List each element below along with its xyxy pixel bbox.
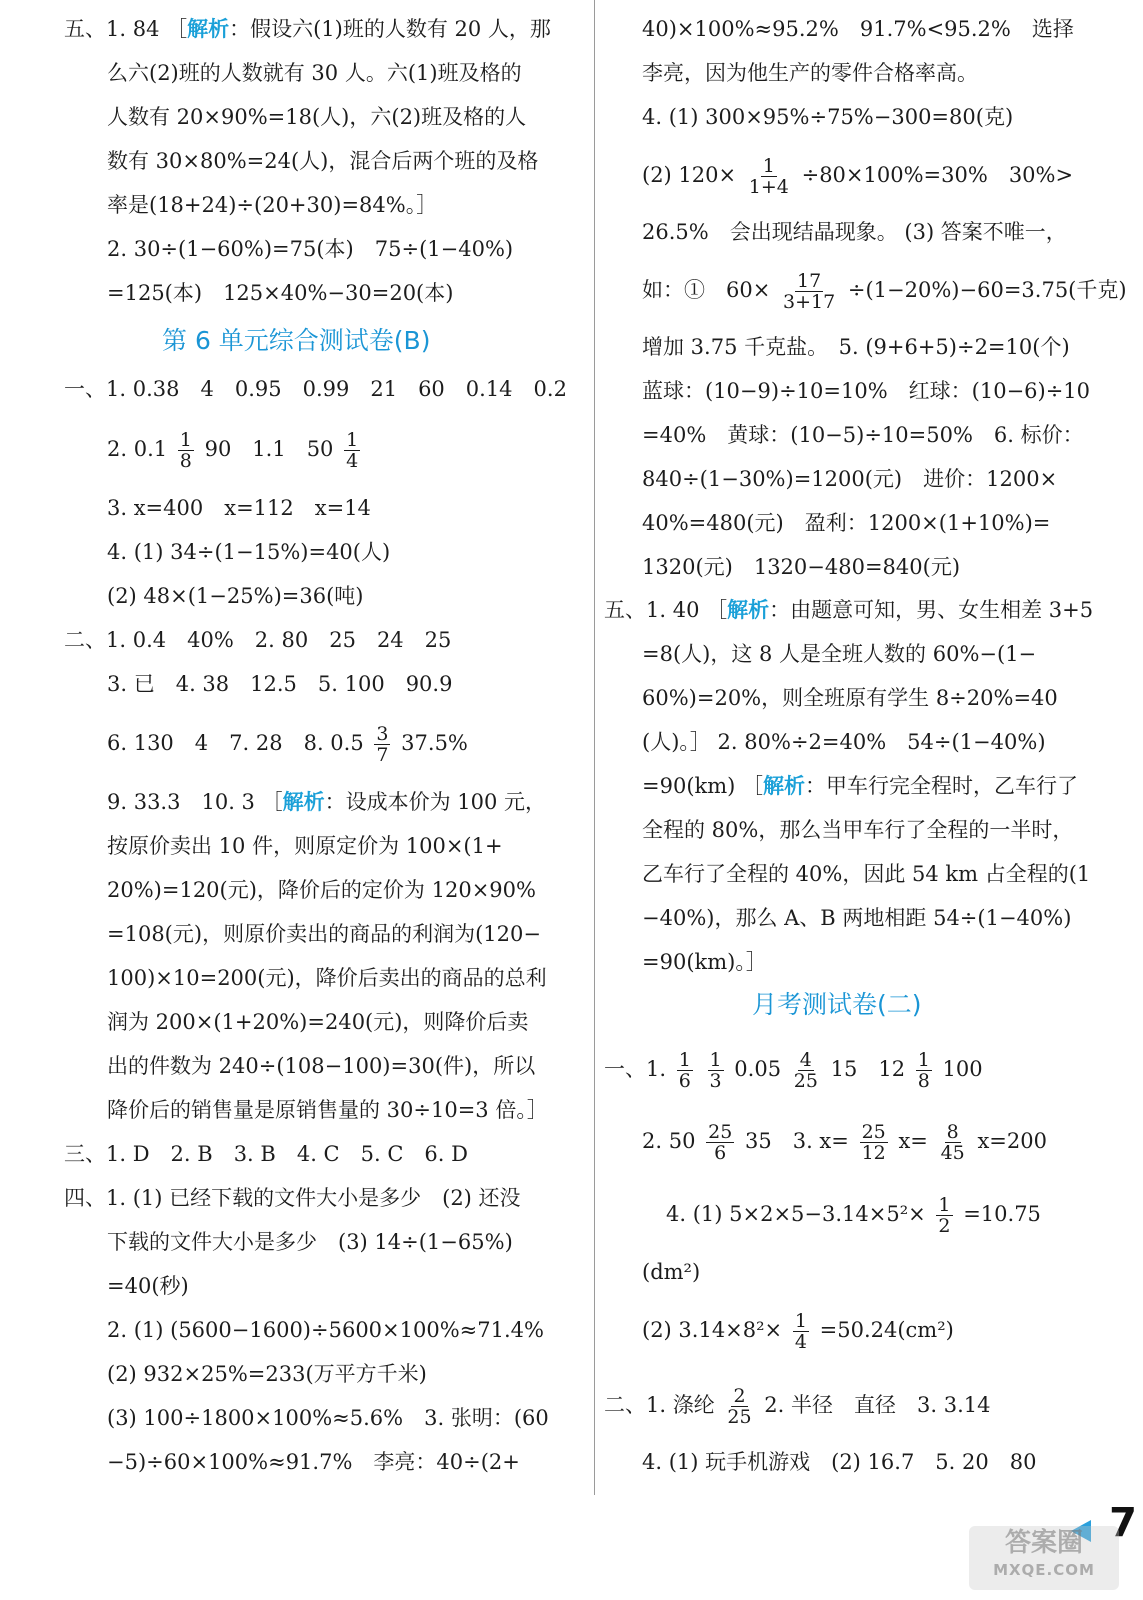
fraction: $\frac{4}{25}$ [793,1049,818,1092]
text-line: 4. (1) 5×2×5−3.14×5²× $\frac{1}{2}$ =10.75 [666,1194,1041,1237]
text-line: (3) 100÷1800×100%≈5.6% 3. 张明：(60 [107,1406,549,1430]
text-line: 李亮，因为他生产的零件合格率高。 [642,61,978,85]
text-line: 一、1. 0.38 4 0.95 0.99 21 60 0.14 0.2 [64,377,567,401]
text-line: 增加 3.75 千克盐。 5. (9+6+5)÷2=10(个) [642,335,1070,359]
text-line: 6. 130 4 7. 28 8. 0.5 $\frac{3}{7}$ 37.5% [107,723,468,766]
text-line: 五、1. 84 ［解析：假设六(1)班的人数有 20 人，那 [64,16,551,41]
section-heading: 月考测试卷(二) [752,990,922,1019]
fraction: $\frac{1}{1+4}$ [748,155,789,198]
text-line: 3. 已 4. 38 12.5 5. 100 90.9 [107,672,453,696]
text-line: 乙车行了全程的 40%，因此 54 km 占全程的(1 [642,862,1091,886]
text-line: 4. (1) 玩手机游戏 (2) 16.7 5. 20 80 [642,1450,1037,1474]
text-line: 100)×10=200(元)，降价后卖出的商品的总利 [107,966,547,990]
section-heading: 第 6 单元综合测试卷(B) [162,326,431,355]
fraction: $\frac{1}{4}$ [346,429,359,472]
text-line: 蓝球：(10−9)÷10=10% 红球：(10−6)÷10 [642,379,1091,403]
fraction: $\frac{3}{7}$ [376,723,389,766]
text-line: 2. 30÷(1−60%)=75(本) 75÷(1−40%) [107,237,514,261]
column-divider [594,0,595,1495]
text-line: 2. 0.1 $\frac{1}{8}$ 90 1.1 50 $\frac{1}{4}$ [107,429,359,472]
text-line: =8(人)，这 8 人是全班人数的 60%−(1− [642,642,1037,666]
text-line: 全程的 80%，那么当甲车行了全程的一半时， [642,818,1074,842]
text-line: 二、1. 0.4 40% 2. 80 25 24 25 [64,628,452,652]
text-line: =125(本) 125×40%−30=20(本) [107,281,454,305]
text-line: =40% 黄球：(10−5)÷10=50% 6. 标价： [642,423,1084,447]
text-line: 一、1. $\frac{1}{6}$ $\frac{1}{3}$ 0.05 $\frac{4}{25}$ 15 12 $\frac{1}{8}$ 100 [604,1049,983,1092]
text-line: 840÷(1−30%)=1200(元) 进价：1200× [642,467,1058,491]
text-line: 四、1. (1) 已经下载的文件大小是多少 (2) 还没 [64,1186,521,1210]
text-line: =90(km)。］ [642,950,767,974]
text-line: (2) 48×(1−25%)=36(吨) [107,584,364,608]
fraction: $\frac{1}{3}$ [709,1049,722,1092]
text-line: 么六(2)班的人数就有 30 人。六(1)班及格的 [107,61,522,85]
text-line: 3. x=400 x=112 x=14 [107,496,371,520]
text-line: 2. 50 $\frac{25}{6}$ 35 3. x= $\frac{25}{12}$ x= $\frac{8}{45}$ x=200 [642,1121,1047,1164]
text-line: −40%)，那么 A、B 两地相距 54÷(1−40%) [642,906,1072,930]
watermark-title: 答案圈 [1004,1528,1083,1558]
fraction: $\frac{25}{6}$ [708,1121,733,1164]
text-line: 1320(元) 1320−480=840(元) [642,555,961,579]
text-line: 数有 30×80%=24(人)，混合后两个班的及格 [107,149,539,173]
text-line: =90(km) ［解析：甲车行完全程时，乙车行了 [642,773,1079,798]
text-line: (2) 932×25%=233(万平方千米) [107,1362,427,1386]
fraction: $\frac{8}{45}$ [940,1121,965,1164]
text-line: 如：① 60× $\frac{17}{3+17}$ ÷(1−20%)−60=3.75(千克) [642,270,1127,313]
text-line: 三、1. D 2. B 3. B 4. C 5. C 6. D [64,1142,468,1166]
text-line: 润为 200×(1+20%)=240(元)，则降价后卖 [107,1010,529,1034]
text-line: (dm²) [642,1260,701,1284]
text-line: 9. 33.3 10. 3 ［解析：设成本价为 100 元， [107,789,547,814]
text-line: 按原价卖出 10 件，则原定价为 100×(1+ [107,834,503,858]
text-line: =40(秒) [107,1274,189,1298]
text-line: 下载的文件大小是多少 (3) 14÷(1−65%) [107,1230,513,1254]
text-line: −5)÷60×100%≈91.7% 李亮：40÷(2+ [107,1450,520,1474]
text-line: 40%=480(元) 盈利：1200×(1+10%)= [642,511,1051,535]
page-number: 7 [1109,1500,1137,1546]
text-line: 出的件数为 240÷(108−100)=30(件)，所以 [107,1054,536,1078]
text-line: 降价后的销售量是原销售量的 30÷10=3 倍。］ [107,1098,548,1122]
text-line: 26.5% 会出现结晶现象。 (3) 答案不唯一， [642,220,1067,244]
text-line: =108(元)，则原价卖出的商品的利润为(120− [107,922,541,946]
text-line: 二、1. 涤纶 $\frac{2}{25}$ 2. 半径 直径 3. 3.14 [604,1385,991,1428]
fraction: $\frac{1}{8}$ [179,429,192,472]
text-line: (2) 3.14×8²× $\frac{1}{4}$ =50.24(cm²) [642,1310,954,1353]
text-line: 60%)=20%，则全班原有学生 8÷20%=40 [642,686,1058,710]
text-line: 20%)=120(元)，降价后的定价为 120×90% [107,878,536,902]
fraction: $\frac{2}{25}$ [727,1385,752,1428]
text-line: 4. (1) 300×95%÷75%−300=80(克) [642,105,1014,129]
fraction: $\frac{25}{12}$ [861,1121,886,1164]
fraction: $\frac{17}{3+17}$ [783,270,836,313]
fraction: $\frac{1}{2}$ [938,1194,951,1237]
fraction: $\frac{1}{4}$ [794,1310,807,1353]
watermark [969,1526,1119,1590]
text-line: 4. (1) 34÷(1−15%)=40(人) [107,540,391,564]
text-line: 人数有 20×90%=18(人)，六(2)班及格的人 [107,105,527,129]
text-line: 2. (1) (5600−1600)÷5600×100%≈71.4% [107,1318,544,1342]
text-line: 率是(18+24)÷(20+30)=84%。］ [107,193,438,217]
text-line: (2) 120× $\frac{1}{1+4}$ ÷80×100%=30% 30%> [642,155,1074,198]
fraction: $\frac{1}{6}$ [678,1049,691,1092]
fraction: $\frac{1}{8}$ [917,1049,930,1092]
text-line: 40)×100%≈95.2% 91.7%<95.2% 选择 [642,17,1074,41]
watermark-url: MXQE.COM [993,1561,1095,1579]
text-line: (人)。］ 2. 80%÷2=40% 54÷(1−40%) [642,730,1046,754]
text-line: 五、1. 40 ［解析：由题意可知，男、女生相差 3+5 [604,597,1094,622]
